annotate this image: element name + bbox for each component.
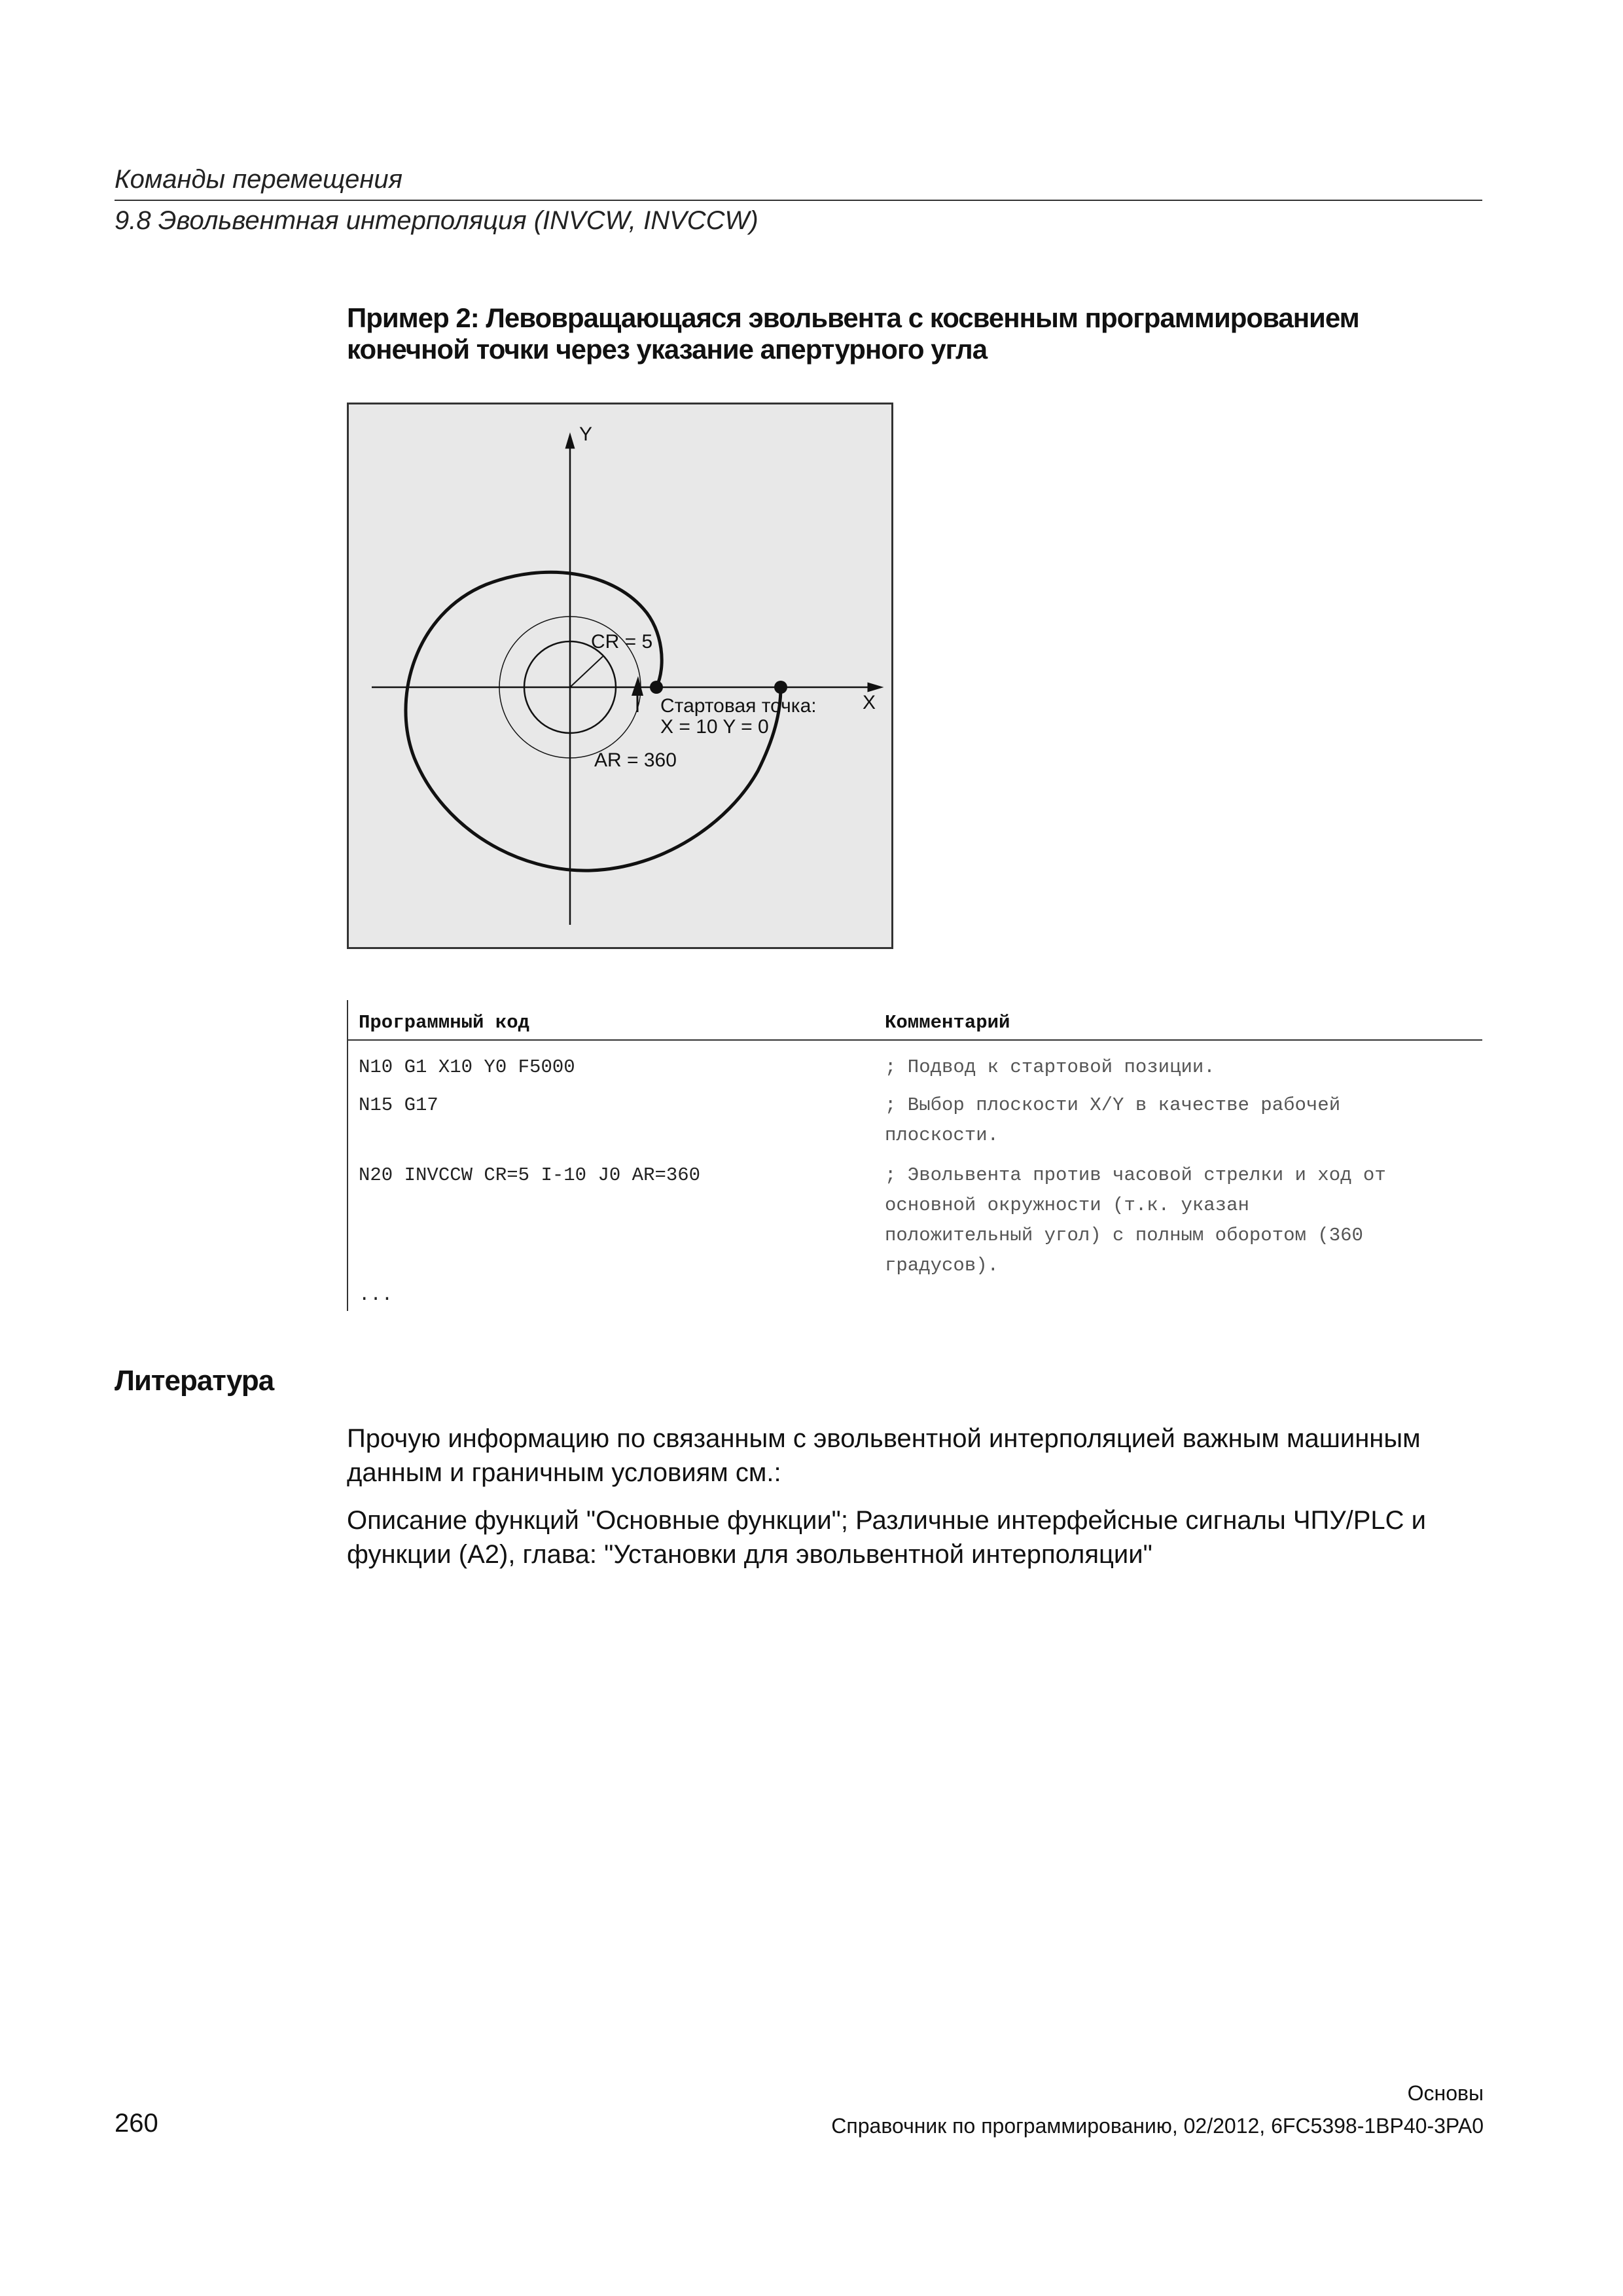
code-ellipsis: ... (359, 1284, 393, 1306)
comment-line: градусов). (885, 1255, 999, 1276)
involute-figure (347, 403, 893, 949)
comment-line: плоскости. (885, 1124, 999, 1146)
header-chapter: Команды перемещения (115, 165, 403, 194)
start-point-label-line2: X = 10 Y = 0 (660, 716, 769, 738)
footer-reference: Справочник по программированию, 02/2012, 6FC5398-1BP40-3PA0 (831, 2114, 1484, 2138)
header-divider (115, 200, 1482, 201)
literature-title: Литература (115, 1365, 274, 1397)
end-point (774, 681, 787, 694)
cr-label: CR = 5 (591, 631, 653, 653)
x-axis-label: X (863, 692, 876, 713)
page-number: 260 (115, 2109, 158, 2138)
code-line: N10 G1 X10 Y0 F5000 (359, 1056, 575, 1078)
code-table-left-rule (347, 1000, 348, 1311)
involute-diagram (349, 404, 891, 947)
comment-header: Комментарий (885, 1012, 1010, 1033)
cr-radius-line (570, 656, 603, 687)
start-point (650, 681, 663, 694)
y-axis-label: Y (579, 423, 593, 445)
header-section: 9.8 Эвольвентная интерполяция (INVCW, INVCCW) (115, 206, 758, 235)
code-table-header-rule (347, 1039, 1482, 1041)
code-line: N20 INVCCW CR=5 I-10 J0 AR=360 (359, 1164, 701, 1186)
example-title: Пример 2: Левовращающаяся эвольвента с косвенным программированием конечной точки через указание апертурного угла (347, 302, 1359, 365)
ar-label: AR = 360 (594, 749, 677, 771)
literature-paragraph: Прочую информацию по связанным с эвольвентной интерполяцией важным машинным данным и граничным условиям см.: (347, 1424, 1421, 1487)
start-point-label-line1: Стартовая точка: (660, 695, 817, 717)
comment-line: основной окружности (т.к. указан (885, 1194, 1249, 1216)
comment-line: ; Эвольвента против часовой стрелки и ход от (885, 1164, 1386, 1186)
comment-line: ; Выбор плоскости X/Y в качестве рабочей (885, 1094, 1341, 1116)
comment-line: положительный угол) с полным оборотом (360 (885, 1225, 1363, 1246)
comment-line: ; Подвод к стартовой позиции. (885, 1056, 1215, 1078)
footer-book: Основы (1407, 2081, 1484, 2105)
literature-paragraph: Описание функций "Основные функции"; Различные интерфейсные сигналы ЧПУ/PLC и функции (A2), глава: "Установки для эвольвентной интерполяции" (347, 1506, 1427, 1569)
code-header: Программный код (359, 1012, 530, 1033)
code-line: N15 G17 (359, 1094, 438, 1116)
code-table (347, 1000, 1482, 1314)
